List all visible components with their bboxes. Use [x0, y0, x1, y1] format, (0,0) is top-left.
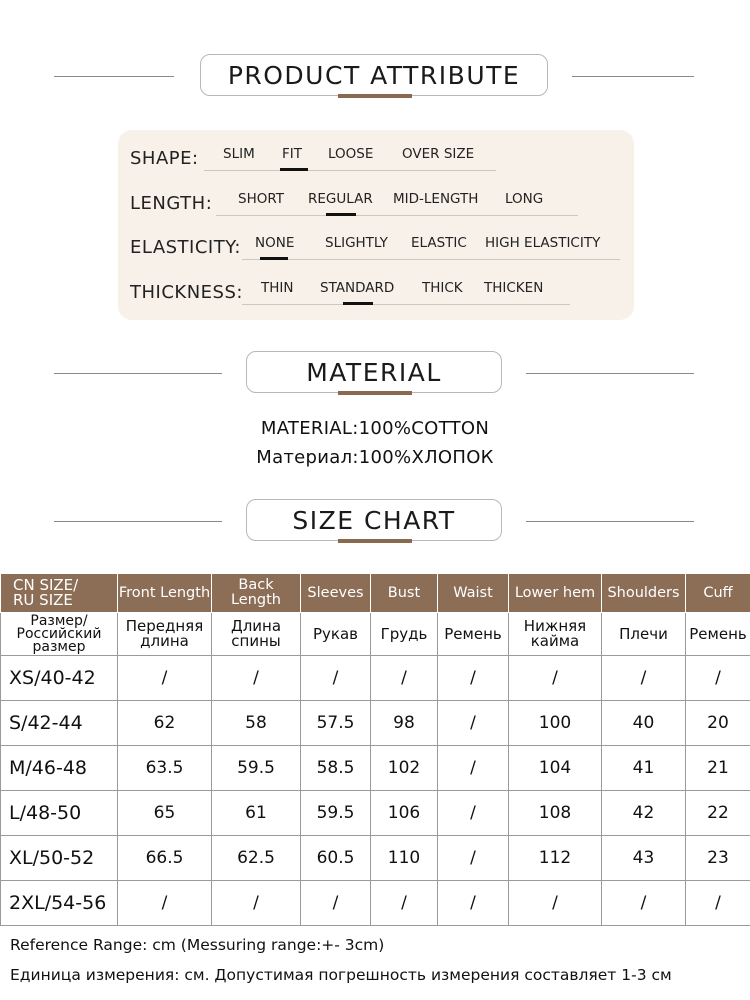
size-value-cell: Lower hem: [509, 574, 602, 613]
size-value-cell: 58: [212, 701, 301, 746]
size-label-cell: S/42-44: [1, 701, 118, 746]
attribute-option: OVER SIZE: [402, 146, 475, 162]
header-right-line: [526, 521, 694, 522]
attribute-label: ELASTICITY:: [130, 237, 241, 258]
size-value-cell: 42: [602, 791, 686, 836]
size-value-cell: 41: [602, 746, 686, 791]
attribute-baseline: [242, 304, 570, 305]
table-row: [1, 836, 750, 881]
size-label-cell: M/46-48: [1, 746, 118, 791]
attribute-option-selected: STANDARD: [320, 280, 395, 296]
attribute-option: LONG: [505, 191, 544, 207]
size-value-cell: /: [371, 656, 438, 701]
attribute-option: MID-LENGTH: [393, 191, 479, 207]
attribute-option: ELASTIC: [411, 235, 467, 251]
size-value-cell: 40: [602, 701, 686, 746]
size-value-cell: 59.5: [212, 746, 301, 791]
selected-marker: [343, 302, 373, 305]
size-value-cell: /: [438, 746, 509, 791]
size-value-cell: /: [509, 656, 602, 701]
size-value-cell: 112: [509, 836, 602, 881]
size-value-cell: 62: [118, 701, 212, 746]
size-label-cell: XS/40-42: [1, 656, 118, 701]
selected-marker: [280, 168, 308, 171]
size-value-cell: Bust: [371, 574, 438, 613]
attribute-baseline: [216, 215, 578, 216]
size-value-cell: Shoulders: [602, 574, 686, 613]
size-value-cell: Sleeves: [301, 574, 371, 613]
attribute-row-elasticity: [118, 233, 634, 263]
title-underline: [338, 539, 412, 543]
size-value-cell: /: [602, 656, 686, 701]
attribute-option-selected: FIT: [282, 146, 302, 162]
size-value-cell: 106: [371, 791, 438, 836]
size-value-cell: 20: [686, 701, 750, 746]
header-right-line: [526, 373, 694, 374]
table-row: [1, 656, 750, 701]
selected-marker: [260, 257, 288, 260]
header-left-line: [54, 373, 222, 374]
table-row: [1, 881, 750, 926]
size-value-cell: Нижняя кайма: [509, 613, 602, 656]
table-row: [1, 701, 750, 746]
size-label-cell: L/48-50: [1, 791, 118, 836]
size-value-cell: /: [438, 656, 509, 701]
size-value-cell: 66.5: [118, 836, 212, 881]
size-chart-title: SIZE CHART: [246, 499, 502, 541]
size-value-cell: 63.5: [118, 746, 212, 791]
size-value-cell: /: [212, 881, 301, 926]
size-value-cell: Передняя длина: [118, 613, 212, 656]
product-attribute-header: [0, 54, 750, 100]
size-value-cell: /: [118, 656, 212, 701]
size-value-cell: /: [118, 881, 212, 926]
size-value-cell: 62.5: [212, 836, 301, 881]
size-value-cell: Back Length: [212, 574, 301, 613]
header-right-line: [572, 76, 694, 77]
size-value-cell: 21: [686, 746, 750, 791]
attribute-row-thickness: [118, 278, 634, 308]
attribute-option: THIN: [261, 280, 294, 296]
attribute-option: LOOSE: [328, 146, 374, 162]
table-header-row: [1, 574, 750, 613]
size-value-cell: 102: [371, 746, 438, 791]
attribute-option: HIGH ELASTICITY: [485, 235, 601, 251]
attribute-option: THICKEN: [484, 280, 544, 296]
size-value-cell: Ремень: [438, 613, 509, 656]
size-label-cell: CN SIZE/ RU SIZE: [1, 574, 118, 613]
size-value-cell: Длина спины: [212, 613, 301, 656]
attribute-label: SHAPE:: [130, 148, 199, 169]
size-value-cell: /: [686, 656, 750, 701]
title-underline: [338, 391, 412, 395]
size-value-cell: 60.5: [301, 836, 371, 881]
title-underline: [338, 94, 412, 98]
selected-marker: [326, 213, 356, 216]
attribute-option: THICK: [422, 280, 463, 296]
attribute-label: THICKNESS:: [130, 282, 243, 303]
material-header: [0, 351, 750, 397]
attribute-panel: [118, 130, 634, 320]
size-chart-header: [0, 499, 750, 545]
size-value-cell: /: [301, 656, 371, 701]
header-left-line: [54, 76, 174, 77]
size-label-cell: Размер/ Российский размер: [1, 613, 118, 656]
size-value-cell: 100: [509, 701, 602, 746]
size-value-cell: 104: [509, 746, 602, 791]
size-label-cell: XL/50-52: [1, 836, 118, 881]
size-value-cell: /: [602, 881, 686, 926]
size-value-cell: 98: [371, 701, 438, 746]
attribute-row-shape: [118, 144, 634, 174]
product-attribute-title: PRODUCT ATTRIBUTE: [200, 54, 548, 96]
attribute-option: SHORT: [238, 191, 284, 207]
attribute-baseline: [242, 259, 620, 260]
size-value-cell: /: [301, 881, 371, 926]
table-row: [1, 746, 750, 791]
size-value-cell: /: [438, 701, 509, 746]
attribute-row-length: [118, 189, 634, 219]
attribute-baseline: [204, 170, 496, 171]
size-chart-table: [0, 573, 750, 926]
size-value-cell: /: [438, 881, 509, 926]
size-value-cell: /: [371, 881, 438, 926]
size-value-cell: /: [212, 656, 301, 701]
size-value-cell: /: [686, 881, 750, 926]
size-value-cell: 58.5: [301, 746, 371, 791]
size-value-cell: 59.5: [301, 791, 371, 836]
material-line-ru: Материал:100%ХЛОПОК: [256, 447, 494, 468]
size-value-cell: Рукав: [301, 613, 371, 656]
attribute-label: LENGTH:: [130, 193, 213, 214]
header-left-line: [54, 521, 222, 522]
size-value-cell: Грудь: [371, 613, 438, 656]
size-value-cell: 22: [686, 791, 750, 836]
size-value-cell: 57.5: [301, 701, 371, 746]
table-row: [1, 791, 750, 836]
size-value-cell: 108: [509, 791, 602, 836]
size-value-cell: Ремень: [686, 613, 750, 656]
size-value-cell: 43: [602, 836, 686, 881]
footnote-ru: Единица измерения: см. Допустимая погрешность измерения составляет 1-3 см: [10, 966, 672, 984]
size-value-cell: 23: [686, 836, 750, 881]
size-value-cell: /: [438, 791, 509, 836]
footnote-en: Reference Range: cm (Messuring range:+- 3cm): [10, 936, 385, 954]
attribute-option: SLIGHTLY: [325, 235, 388, 251]
size-value-cell: 61: [212, 791, 301, 836]
size-value-cell: Плечи: [602, 613, 686, 656]
size-value-cell: Cuff: [686, 574, 750, 613]
size-value-cell: Front Length: [118, 574, 212, 613]
table-header-row-ru: [1, 613, 750, 656]
attribute-option-selected: REGULAR: [308, 191, 373, 207]
material-title: MATERIAL: [246, 351, 502, 393]
size-value-cell: 65: [118, 791, 212, 836]
material-line-en: MATERIAL:100%COTTON: [260, 418, 490, 439]
size-value-cell: /: [438, 836, 509, 881]
size-value-cell: /: [509, 881, 602, 926]
size-value-cell: Waist: [438, 574, 509, 613]
attribute-option: SLIM: [223, 146, 255, 162]
size-label-cell: 2XL/54-56: [1, 881, 118, 926]
size-value-cell: 110: [371, 836, 438, 881]
attribute-option-selected: NONE: [255, 235, 295, 251]
